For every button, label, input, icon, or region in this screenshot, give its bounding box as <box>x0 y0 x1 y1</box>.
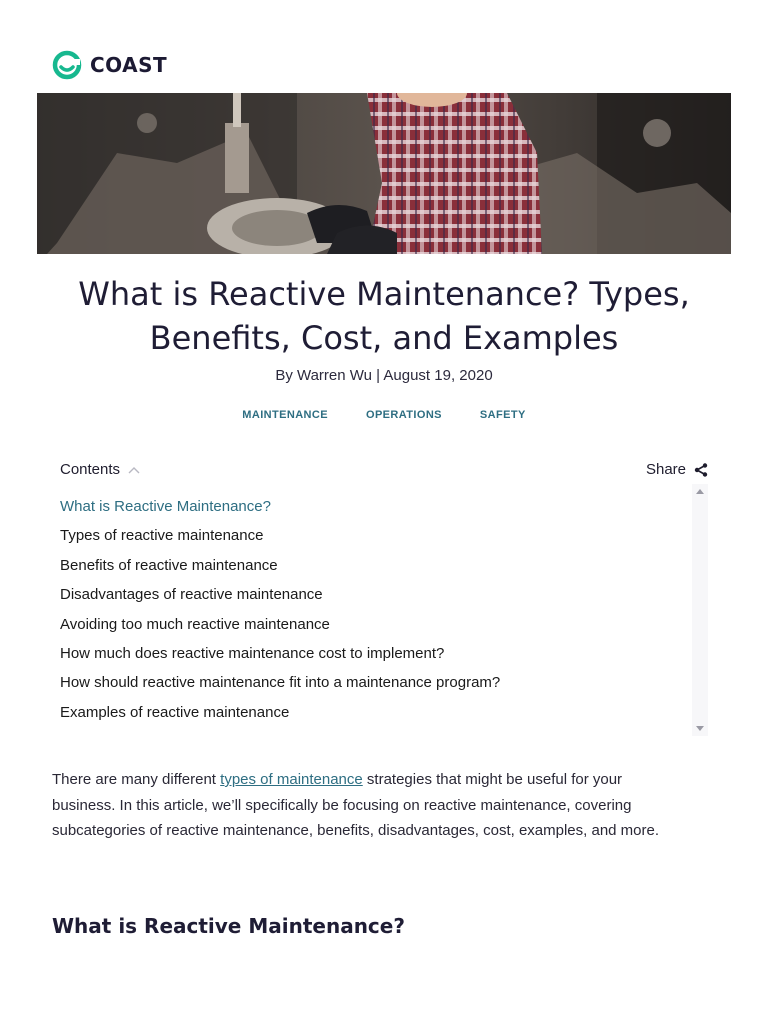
section-heading: What is Reactive Maintenance? <box>52 914 405 938</box>
article-title: What is Reactive Maintenance? Types, Benefits, Cost, and Examples <box>78 275 690 357</box>
share-icon <box>694 463 708 477</box>
coast-logo[interactable] <box>52 50 167 80</box>
brand-name: COAST <box>90 53 168 77</box>
toc-scrollbar[interactable] <box>692 484 708 736</box>
types-of-maintenance-link[interactable]: types of maintenance <box>220 771 363 788</box>
tag-safety[interactable]: SAFETY <box>479 409 526 421</box>
article-byline: By Warren Wu | August 19, 2020 <box>275 367 493 384</box>
scroll-down-arrow-icon[interactable] <box>695 725 705 733</box>
tag-operations[interactable]: OPERATIONS <box>365 409 442 421</box>
contents-label: Contents <box>60 461 121 478</box>
toc-item[interactable]: Benefits of reactive maintenance <box>60 556 278 574</box>
toc-item[interactable]: Types of reactive maintenance <box>60 527 264 545</box>
contents-toggle[interactable] <box>60 461 140 478</box>
toc-item[interactable]: Examples of reactive maintenance <box>60 703 290 721</box>
share-label: Share <box>645 461 686 478</box>
toc-item[interactable]: How much does reactive maintenance cost to implement? <box>60 644 445 662</box>
tag-maintenance[interactable]: MAINTENANCE <box>242 409 328 421</box>
toc-list <box>60 494 700 729</box>
chevron-up-icon <box>128 466 140 474</box>
toc-item[interactable]: Avoiding too much reactive maintenance <box>60 615 330 633</box>
toc-item[interactable]: Disadvantages of reactive maintenance <box>60 586 323 604</box>
intro-paragraph <box>52 767 662 844</box>
scroll-up-arrow-icon[interactable] <box>695 487 705 495</box>
intro-text-start: There are many different <box>52 771 221 788</box>
toc-item[interactable]: What is Reactive Maintenance? <box>60 498 271 515</box>
toc-header <box>60 461 708 478</box>
intro-text-end: strategies that might be useful for your business. In this article, we’ll specifically be focusing on reactive maintenance, covering subcategories of reactive maintenance, benefits, disadvantages, cost, examples, and more. <box>52 771 660 839</box>
article-tags <box>0 409 768 421</box>
coast-logo-icon <box>52 50 82 80</box>
share-button[interactable] <box>646 461 708 478</box>
hero-image <box>37 93 731 254</box>
toc-item[interactable]: How should reactive maintenance fit into a maintenance program? <box>60 674 501 692</box>
